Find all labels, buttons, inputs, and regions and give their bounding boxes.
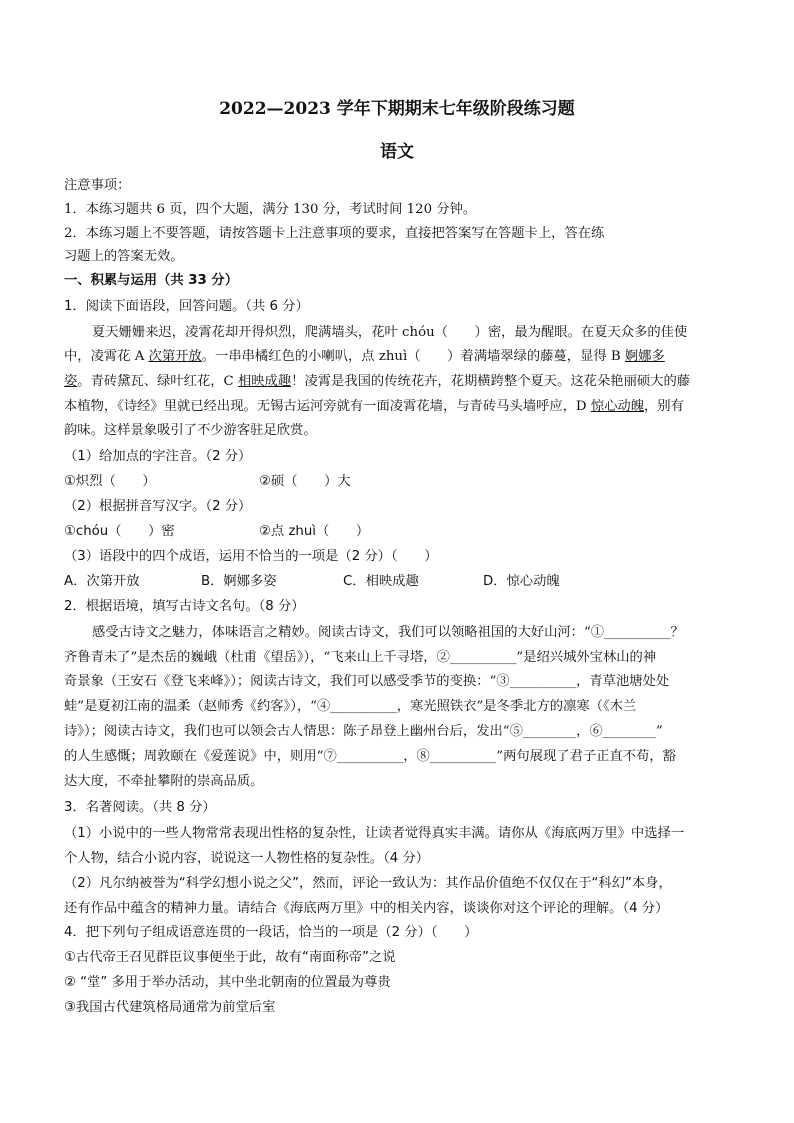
option-b: B．婀娜多姿	[201, 574, 277, 589]
option-d: D．惊心动魄	[483, 574, 560, 589]
passage-text: 中，凌霄花 A	[64, 349, 149, 364]
q1-passage-line	[64, 347, 734, 367]
q2-passage-line: 达大度，不牵扯攀附的崇高品质。	[64, 774, 264, 789]
q4-stem: 4．把下列句子组成语意连贯的一段话，恰当的一项是（2 分）（ ）	[64, 925, 478, 940]
notice-item-2: 2．本练习题上不要答题，请按答题卡上注意事项的要求，直接把答案写在答题卡上，答在练	[64, 226, 605, 241]
passage-text: 本植物，《诗经》里就已经出现。无锡古运河旁就有一面凌霄花墙，与青砖马头墙呼应，D	[64, 399, 591, 414]
subject-title: 语文	[380, 142, 414, 162]
q1-passage-line	[64, 372, 734, 392]
notice-heading: 注意事项：	[64, 178, 131, 193]
q1-passage-line: 夏天姗姗来迟，凌霄花却开得炽烈，爬满墙头，花叶 chóu（ ）密，最为醒眼。在夏天众多的佳使	[92, 325, 688, 340]
q3-sub-1-cont: 个人物，结合小说内容，说说这一人物性格的复杂性。（4 分）	[64, 851, 430, 866]
passage-text: 。一串串橘红色的小喇叭，点 zhuì（ ）着满墙翠绿的藤蔓，显得 B	[201, 349, 625, 364]
q3-sub-2-cont: 还有作品中蕴含的精神力量。请结合《海底两万里》中的相关内容，谈谈你对这个评论的理解。（4 分）	[64, 901, 669, 916]
idiom-b: 婀娜多	[624, 349, 665, 364]
q2-passage-line: 的人生感慨；周敦颐在《爱莲说》中，则用“⑦__________，⑧__________”两句展现了君子正直不苟，豁	[64, 749, 676, 764]
q3-sub-2: （2）凡尔纳被誉为“科学幻想小说之父”，然而，评论一致认为：其作品价值绝不仅仅在于“科幻”本身，	[64, 876, 672, 891]
q1-sub-3: （3）语段中的四个成语，运用不恰当的一项是（2 分）（ ）	[64, 549, 438, 564]
section-1-heading: 一、积累与运用（共 33 分）	[64, 273, 239, 288]
q1-stem: 1．阅读下面语段，回答问题。（共 6 分）	[64, 299, 309, 314]
q4-sentence-3: ③我国古代建筑格局通常为前堂后室	[64, 1000, 276, 1015]
q1-sub-1-b: ②硕（ ）大	[259, 474, 351, 489]
exam-title: 2022—2023 学年下期期末七年级阶段练习题	[219, 99, 575, 119]
q1-passage-line	[64, 397, 734, 417]
passage-text: ！凌霄是我国的传统花卉，花期横跨整个夏天。这花朵艳丽硕大的藤	[291, 374, 691, 389]
notice-item-1: 1．本练习题共 6 页，四个大题，满分 130 分，考试时间 120 分钟。	[64, 202, 477, 217]
idiom-d: 惊心动魄	[590, 399, 645, 414]
idiom-c: 相映成趣	[237, 374, 292, 389]
q3-stem: 3．名著阅读。（共 8 分）	[64, 800, 216, 815]
q1-sub-2: （2）根据拼音写汉字。（2 分）	[64, 499, 252, 514]
q2-passage-line: 奇景象（王安石《登飞来峰》）；阅读古诗文，我们可以感受季节的变换：“③__________，青草池塘处处	[64, 674, 670, 689]
option-a: A．次第开放	[64, 574, 140, 589]
q2-passage-line: 齐鲁青未了”是杰岳的巍峨（杜甫《望岳》），“飞来山上千寻塔，②__________”是绍兴城外宝林山的神	[64, 650, 657, 665]
passage-text: 。青砖黛瓦、绿叶红花，C	[77, 374, 238, 389]
q1-sub-2-b: ②点 zhuì（ ）	[259, 524, 370, 539]
option-c: C．相映成趣	[343, 574, 419, 589]
q4-sentence-2: ② “堂” 多用于举办活动，其中坐北朝南的位置最为尊贵	[64, 975, 391, 990]
q1-passage-line: 韵味。这样景象吸引了不少游客驻足欣赏。	[64, 423, 317, 438]
passage-text: ，别有	[644, 399, 684, 414]
notice-item-2-cont: 习题上的答案无效。	[64, 249, 184, 264]
q2-stem: 2．根据语境，填写古诗文名句。（8 分）	[64, 599, 305, 614]
q4-sentence-1: ①古代帝王召见群臣议事便坐于此，故有“南面称帝”之说	[64, 950, 396, 965]
q2-passage-line: 感受古诗文之魅力，体味语言之精妙。阅读古诗文，我们可以领略祖国的大好山河：“①__________？	[92, 625, 684, 640]
q1-sub-2-a: ①chóu（ ）密	[64, 524, 175, 539]
q3-sub-1: （1）小说中的一些人物常常表现出性格的复杂性，让读者觉得真实丰满。请你从《海底两万里》中选择一	[64, 826, 685, 841]
idiom-b-cont: 姿	[64, 374, 78, 389]
q2-passage-line: 蛙”是夏初江南的温柔（赵师秀《约客》），“④__________，寒光照铁衣”是冬季北方的凛寒（《木兰	[64, 699, 637, 714]
q1-sub-1-a: ①炽烈（ ）	[64, 474, 156, 489]
q2-passage-line: 诗》）；阅读古诗文，我们也可以领会古人情思：陈子昂登上幽州台后，发出“⑤________，⑥________”	[64, 724, 663, 739]
idiom-a: 次第开放	[148, 349, 202, 364]
q1-sub-1: （1）给加点的字注音。（2 分）	[64, 449, 252, 464]
